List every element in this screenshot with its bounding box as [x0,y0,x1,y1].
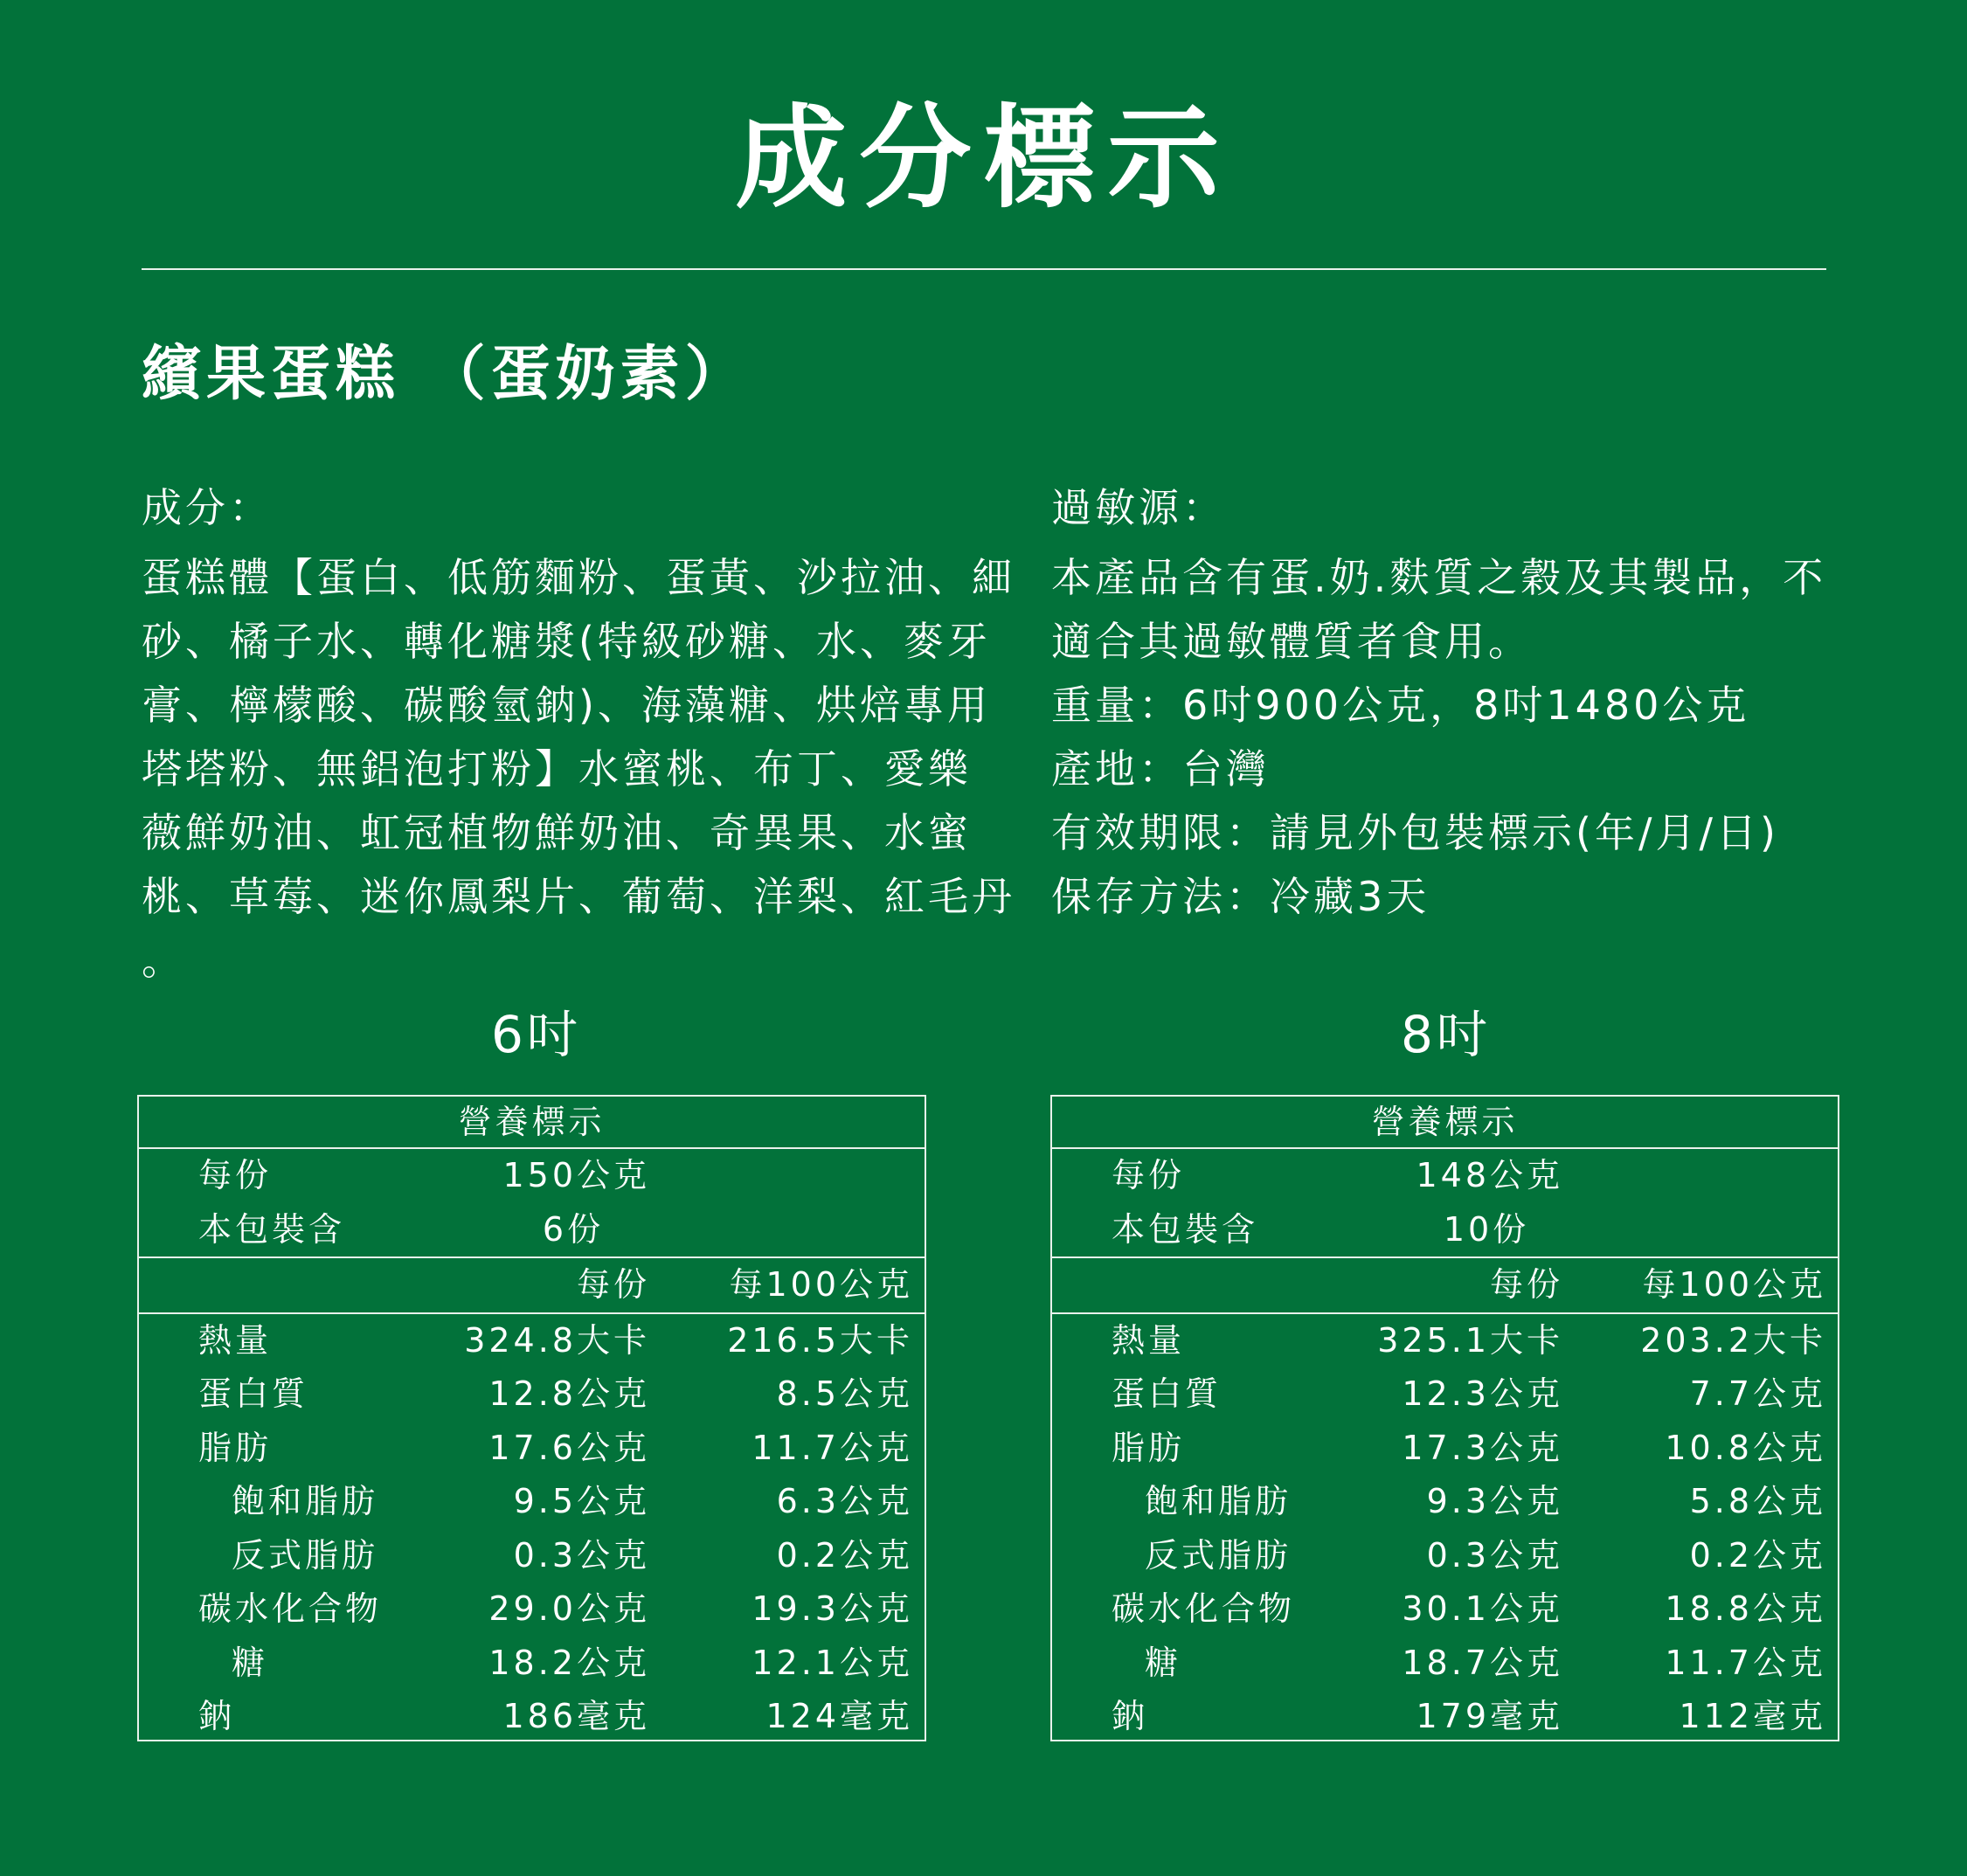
column-header-row [139,1258,925,1314]
page-title: 成分標示 [735,93,1232,224]
nutrient-name: 鈉 [1112,1697,1149,1735]
nutrient-name: 脂肪 [198,1428,273,1467]
nutrient-per-100g: 0.2公克 [776,1535,913,1575]
table-row [1052,1422,1838,1476]
serving-size-value: 148公克 [1416,1156,1563,1194]
weight-info: 重量：6吋900公克，8吋1480公克 [1051,682,1750,729]
nutrition-table-8inch [1050,1095,1839,1741]
ingredients-line: 薇鮮奶油、虹冠植物鮮奶油、奇異果、水蜜 [142,809,972,856]
column-per-100g: 每100公克 [1642,1265,1826,1304]
servings-per-package-value: 6份 [542,1209,605,1249]
allergen-line: 適合其過敏體質者食用。 [1051,618,1532,665]
ingredients-line: 蛋糕體【蛋白、低筋麵粉、蛋黃、沙拉油、細 [142,554,1015,601]
nutrient-per-100g: 11.7公克 [1665,1643,1826,1682]
nutrition-table-header: 營養標示 [1052,1097,1838,1149]
ingredients-heading: 成分： [142,484,273,531]
serving-size-label: 每份 [1112,1156,1186,1194]
servings-per-package-value: 10份 [1443,1209,1530,1249]
nutrient-per-serving: 12.3公克 [1402,1374,1563,1413]
ingredients-line: 桃、草莓、迷你鳳梨片、葡萄、洋梨、紅毛丹 [142,873,1015,920]
nutrient-per-100g: 6.3公克 [776,1482,913,1520]
nutrient-per-serving: 30.1公克 [1402,1589,1563,1628]
product-name: 繽果蛋糕 （蛋奶素） [142,340,750,409]
nutrient-name: 糖 [232,1643,269,1682]
nutrient-per-serving: 325.1大卡 [1377,1320,1563,1360]
table-row [139,1475,925,1529]
nutrient-per-100g: 5.8公克 [1689,1482,1826,1520]
servings-per-package-row [139,1203,925,1259]
nutrient-per-100g: 0.2公克 [1689,1535,1826,1575]
column-per-serving: 每份 [576,1265,650,1304]
nutrient-per-100g: 19.3公克 [751,1589,913,1628]
table-row [139,1582,925,1637]
table-row [1052,1314,1838,1368]
table-row [139,1367,925,1422]
nutrient-per-serving: 17.6公克 [488,1428,650,1467]
nutrient-per-serving: 17.3公克 [1402,1428,1563,1467]
nutrient-name: 熱量 [1112,1320,1186,1360]
nutrient-per-serving: 29.0公克 [488,1589,650,1628]
nutrient-per-serving: 12.8公克 [488,1374,650,1413]
table-row [139,1422,925,1476]
nutrient-per-serving: 9.5公克 [513,1482,650,1520]
nutrient-name: 飽和脂肪 [232,1482,379,1520]
serving-size-row [1052,1149,1838,1203]
nutrient-per-serving: 18.7公克 [1402,1643,1563,1682]
table-row [1052,1529,1838,1583]
title-divider [142,268,1826,270]
nutrient-per-100g: 12.1公克 [751,1643,913,1682]
serving-size-label: 每份 [198,1156,273,1194]
nutrient-name: 碳水化合物 [1112,1589,1296,1628]
size-label-8inch: 8吋 [1401,1005,1491,1064]
ingredients-line: 膏、檸檬酸、碳酸氫鈉)、海藻糖、烘焙專用 [142,682,991,729]
table-row [1052,1475,1838,1529]
column-per-100g: 每100公克 [729,1265,913,1304]
size-label-6inch: 6吋 [491,1005,581,1064]
nutrient-per-100g: 8.5公克 [776,1374,913,1413]
nutrient-name: 飽和脂肪 [1145,1482,1292,1520]
nutrient-per-100g: 18.8公克 [1665,1589,1826,1628]
column-header-row [1052,1258,1838,1314]
nutrient-per-serving: 0.3公克 [1426,1535,1563,1575]
nutrient-name: 反式脂肪 [1145,1535,1292,1575]
nutrient-name: 碳水化合物 [198,1589,383,1628]
expiry-info: 有效期限：請見外包裝標示(年/月/日) [1051,809,1779,856]
table-row [139,1637,925,1691]
serving-size-value: 150公克 [502,1156,650,1194]
nutrient-name: 蛋白質 [1112,1374,1222,1413]
ingredients-line: 塔塔粉、無鋁泡打粉】水蜜桃、布丁、愛樂 [142,745,972,793]
ingredients-line: 。 [142,937,185,984]
nutrient-per-100g: 11.7公克 [751,1428,913,1467]
nutrient-per-100g: 112毫克 [1679,1697,1826,1735]
ingredients-section [142,483,1015,993]
nutrient-name: 反式脂肪 [232,1535,379,1575]
table-row [1052,1690,1838,1744]
ingredients-line: 砂、橘子水、轉化糖漿(特級砂糖、水、麥牙 [142,618,991,665]
nutrient-per-serving: 0.3公克 [513,1535,650,1575]
allergen-heading: 過敏源： [1051,484,1226,531]
table-row [139,1529,925,1583]
nutrient-per-100g: 7.7公克 [1689,1374,1826,1413]
nutrition-table-header: 營養標示 [139,1097,925,1149]
servings-per-package-label: 本包裝含 [1112,1209,1259,1249]
nutrient-per-serving: 18.2公克 [488,1643,650,1682]
allergen-section [1051,483,1873,929]
nutrient-per-serving: 324.8大卡 [464,1320,650,1360]
nutrient-per-100g: 124毫克 [765,1697,913,1735]
table-row [139,1314,925,1368]
nutrition-table-6inch [137,1095,926,1741]
nutrient-name: 糖 [1145,1643,1182,1682]
servings-per-package-row [1052,1203,1838,1259]
allergen-line: 本產品含有蛋.奶.麩質之穀及其製品，不 [1051,554,1827,601]
table-row [1052,1367,1838,1422]
nutrient-per-serving: 179毫克 [1416,1697,1563,1735]
nutrient-per-100g: 203.2大卡 [1640,1320,1826,1360]
table-row [1052,1582,1838,1637]
origin-info: 產地：台灣 [1051,745,1270,793]
serving-size-row [139,1149,925,1203]
nutrient-per-serving: 186毫克 [502,1697,650,1735]
table-row [139,1690,925,1744]
column-per-serving: 每份 [1489,1265,1563,1304]
storage-info: 保存方法：冷藏3天 [1051,873,1430,920]
nutrient-name: 脂肪 [1112,1428,1186,1467]
nutrient-name: 鈉 [198,1697,236,1735]
nutrient-per-serving: 9.3公克 [1426,1482,1563,1520]
nutrient-name: 熱量 [198,1320,273,1360]
table-row [1052,1637,1838,1691]
nutrient-per-100g: 216.5大卡 [727,1320,913,1360]
servings-per-package-label: 本包裝含 [198,1209,346,1249]
nutrient-per-100g: 10.8公克 [1665,1428,1826,1467]
nutrient-name: 蛋白質 [198,1374,309,1413]
